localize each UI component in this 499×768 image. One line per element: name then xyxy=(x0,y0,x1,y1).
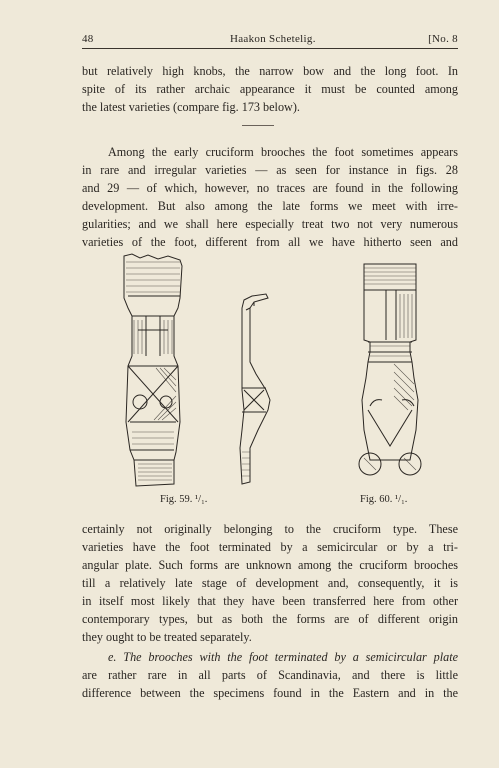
text-line: varieties of the foot, different from all we have hitherto seen and xyxy=(82,235,458,249)
text-line: the latest varieties (compare fig. 173 below). xyxy=(82,100,300,114)
section-italic-heading: The brooches with the foot terminated by a semicircular plate xyxy=(123,650,458,664)
running-header xyxy=(82,33,458,47)
text-line: certainly not originally belonging to the cruciform type. These xyxy=(82,522,458,536)
page-number: 48 xyxy=(82,33,94,45)
text-line: spite of its rather archaic appearance it must be counted among xyxy=(82,82,458,96)
fig60-caption: Fig. 60. ¹/₁. xyxy=(360,494,408,505)
fig59-side-illustration xyxy=(232,292,276,488)
text-line: in rare and irregular varieties — as seen for instance in figs. 28 xyxy=(82,163,458,177)
text-line: but relatively high knobs, the narrow bow and the long foot. In xyxy=(82,64,458,78)
text-line: they ought to be treated separately. xyxy=(82,630,252,644)
text-line: development. But also among the late forms we meet with irre- xyxy=(82,199,458,213)
paragraph-4 xyxy=(82,648,458,702)
text-line: angular plate. Such forms are unknown among the cruciform brooches xyxy=(82,558,458,572)
running-title: Haakon Schetelig. xyxy=(230,33,316,45)
section-heading-line xyxy=(82,648,458,666)
fig59-front-illustration xyxy=(118,252,190,492)
text-line: and 29 — of which, however, no traces are found in the following xyxy=(82,181,458,195)
section-separator xyxy=(242,125,274,126)
fig60-front-illustration xyxy=(356,260,428,492)
paragraph-3 xyxy=(82,520,458,646)
text-line: difference between the specimens found in the Eastern and in the xyxy=(82,686,458,700)
paragraph-1 xyxy=(82,62,458,116)
fig59-caption: Fig. 59. ¹/₁. xyxy=(160,494,208,505)
text-line: contemporary types, but as both the forms are of different origin xyxy=(82,612,458,626)
paragraph-2 xyxy=(82,143,458,251)
series-number: [No. 8 xyxy=(428,33,458,45)
text-line: Among the early cruciform brooches the foot sometimes appears xyxy=(108,145,458,159)
section-label: e. xyxy=(108,650,117,664)
text-line: are rather rare in all parts of Scandinavia, and there is little xyxy=(82,668,458,682)
text-line: gularities; and we shall here especially treat two not very numerous xyxy=(82,217,458,231)
text-line: varieties have the foot terminated by a semicircular or by a tri- xyxy=(82,540,458,554)
text-line: till a relatively late stage of development and, consequently, it is xyxy=(82,576,458,590)
text-line: in itself most likely that they have been transferred here from other xyxy=(82,594,458,608)
header-rule xyxy=(82,48,458,49)
